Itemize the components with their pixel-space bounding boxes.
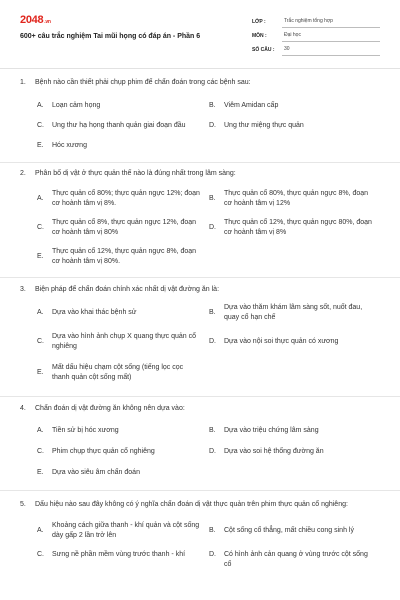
option-e[interactable] — [37, 358, 209, 388]
question-text: Phân bố dị vật ở thực quản thế nào là đúng nhất trong lâm sàng: — [35, 170, 236, 177]
question-separator — [0, 162, 400, 163]
meta-label: LỚP : — [252, 19, 266, 25]
option-letter: A. — [37, 309, 44, 316]
option-text: Dựa vào thăm khám lâm sàng sốt, nuốt đau, quay cổ hạn chế — [224, 304, 363, 321]
document-title: 600+ câu trắc nghiệm Tai mũi họng có đáp án - Phần 6 — [20, 33, 201, 40]
option-text: Dựa vào hình ảnh chụp X quang thực quản cổ nghiêng — [52, 333, 197, 350]
question-separator — [0, 277, 400, 278]
option-d[interactable] — [209, 441, 381, 462]
question-number: 2. — [20, 170, 26, 177]
option-letter: D. — [209, 447, 216, 455]
option-letter: C. — [37, 447, 44, 455]
question-4 — [0, 404, 400, 483]
option-text: Ung thư miệng thực quản — [224, 122, 304, 129]
meta-value: 30 — [282, 46, 380, 56]
option-letter: B. — [209, 426, 216, 434]
options — [37, 516, 382, 576]
option-text: Dựa vào soi hệ thống đường ăn — [224, 447, 324, 455]
question-1 — [0, 78, 400, 155]
meta-label: MÔN : — [252, 33, 267, 39]
option-letter: C. — [37, 223, 44, 231]
header-divider — [0, 68, 400, 69]
option-e[interactable] — [37, 243, 209, 271]
meta-row-count — [252, 42, 380, 56]
question-text: Bệnh nào cần thiết phải chụp phim để chẩn đoán trong các bệnh sau: — [35, 79, 251, 86]
question-separator — [0, 396, 400, 397]
option-letter: A. — [37, 527, 44, 534]
meta-value: Trắc nghiệm tổng hợp — [282, 18, 380, 28]
option-letter: B. — [209, 309, 216, 316]
option-b[interactable] — [209, 300, 381, 326]
option-text: Thực quản cổ 12%, thực quản ngực 8%, đoạn cơ hoành tâm vị 80%. — [52, 248, 197, 265]
question-text-row — [0, 169, 400, 179]
option-text: Khoảng cách giữa thanh - khí quản và cột sống dày gấp 2 lần trở lên — [52, 522, 200, 539]
option-b[interactable] — [209, 516, 381, 546]
option-a[interactable] — [37, 186, 209, 212]
options — [37, 300, 382, 388]
option-text: Dựa vào siêu âm chẩn đoán — [52, 468, 140, 476]
option-a[interactable] — [37, 300, 209, 326]
option-text: Mất dấu hiệu chạm cột sống (tiếng lọc cọc thanh quản cột sống mất) — [52, 364, 184, 381]
option-c[interactable] — [37, 441, 209, 462]
question-5 — [0, 500, 400, 576]
logo-text: 2048 — [20, 14, 44, 26]
option-text: Có hình ảnh cản quang ở vùng trước cột sống cổ — [224, 551, 368, 568]
document-header — [0, 0, 400, 68]
option-letter: E. — [37, 253, 44, 260]
option-text: Ung thư hạ họng thanh quản giai đoạn đầu — [52, 122, 186, 129]
option-c[interactable] — [37, 546, 209, 576]
option-letter: D. — [209, 551, 216, 558]
option-letter: A. — [37, 102, 44, 109]
option-text: Loạn cảm họng — [52, 102, 101, 109]
option-letter: D. — [209, 338, 216, 345]
option-text: Sưng nề phần mềm vùng trước thanh - khí — [52, 551, 186, 558]
option-b[interactable] — [209, 97, 381, 115]
meta-row-subject — [252, 28, 380, 42]
question-text: Dấu hiệu nào sau đây không có ý nghĩa chẩn đoán dị vật thực quản trên phim thực quản cổ nghiêng: — [35, 501, 348, 508]
option-b[interactable] — [209, 420, 381, 441]
option-c[interactable] — [37, 212, 209, 243]
question-number: 1. — [20, 79, 26, 86]
logo-suffix: .vn — [44, 19, 51, 25]
option-a[interactable] — [37, 420, 209, 441]
question-number: 4. — [20, 405, 26, 412]
question-text-row — [0, 500, 400, 510]
options — [37, 420, 382, 483]
option-d[interactable] — [209, 546, 381, 576]
option-text: Thực quản cổ 80%; thực quản ngực 12%; đoạn cơ hoành tâm vị 8%. — [52, 190, 200, 207]
option-text: Tiền sử bị hóc xương — [52, 426, 119, 434]
question-3 — [0, 285, 400, 388]
option-letter: B. — [209, 527, 216, 534]
question-text-row — [0, 285, 400, 295]
meta-label: SỐ CÂU : — [252, 47, 275, 53]
option-a[interactable] — [37, 516, 209, 546]
option-text: Thực quản cổ 8%, thực quản ngực 12%, đoạn cơ hoành tâm vị 80% — [52, 218, 197, 236]
site-logo[interactable] — [20, 14, 51, 26]
option-text: Cột sống cổ thẳng, mất chiều cong sinh lý — [224, 527, 354, 534]
option-letter: A. — [37, 426, 44, 434]
question-text-row — [0, 404, 400, 414]
option-letter: E. — [37, 468, 44, 476]
option-letter: C. — [37, 551, 44, 558]
option-e[interactable] — [37, 462, 382, 483]
option-e[interactable] — [37, 137, 382, 155]
option-letter: C. — [37, 122, 44, 129]
option-text: Thực quản cổ 80%, thực quản ngực 8%, đoạn cơ hoành tâm vị 12% — [224, 190, 369, 207]
option-d[interactable] — [209, 326, 381, 358]
option-text: Hóc xương — [52, 142, 87, 149]
option-text: Viêm Amidan cấp — [224, 102, 279, 109]
question-text-row — [0, 78, 400, 88]
document-meta — [252, 14, 380, 56]
option-letter: B. — [209, 102, 216, 109]
option-text: Phim chụp thực quản cổ nghiêng — [52, 447, 155, 455]
option-text: Thực quản cổ 12%, thực quản ngực 80%, đoạn cơ hoành tâm vị 8% — [224, 218, 372, 236]
question-text: Chẩn đoán dị vật đường ăn không nên dựa vào: — [35, 405, 185, 412]
option-a[interactable] — [37, 97, 209, 115]
option-letter: C. — [37, 338, 44, 345]
option-c[interactable] — [37, 326, 209, 358]
option-c[interactable] — [37, 115, 209, 137]
option-letter: A. — [37, 195, 44, 202]
option-letter: E. — [37, 369, 44, 376]
question-text: Biện pháp để chẩn đoán chính xác nhất dị vật đường ăn là: — [35, 286, 220, 293]
option-text: Dựa vào triệu chứng lâm sàng — [224, 426, 319, 434]
option-text: Dựa vào khai thác bệnh sử — [52, 309, 137, 316]
option-letter: D. — [209, 223, 216, 231]
option-b[interactable] — [209, 186, 381, 212]
meta-row-class — [252, 14, 380, 28]
meta-value: Đại học — [282, 32, 380, 42]
question-2 — [0, 169, 400, 271]
option-letter: B. — [209, 195, 216, 202]
option-d[interactable] — [209, 115, 381, 137]
bottom-fade — [0, 590, 400, 600]
option-text: Dựa vào nội soi thực quản có xương — [224, 338, 339, 345]
question-list — [0, 78, 400, 576]
question-number: 5. — [20, 501, 26, 508]
option-letter: E. — [37, 142, 44, 149]
question-number: 3. — [20, 286, 26, 293]
question-separator — [0, 490, 400, 491]
options — [37, 97, 382, 155]
options — [37, 186, 382, 271]
option-letter: D. — [209, 122, 216, 129]
option-d[interactable] — [209, 212, 381, 243]
